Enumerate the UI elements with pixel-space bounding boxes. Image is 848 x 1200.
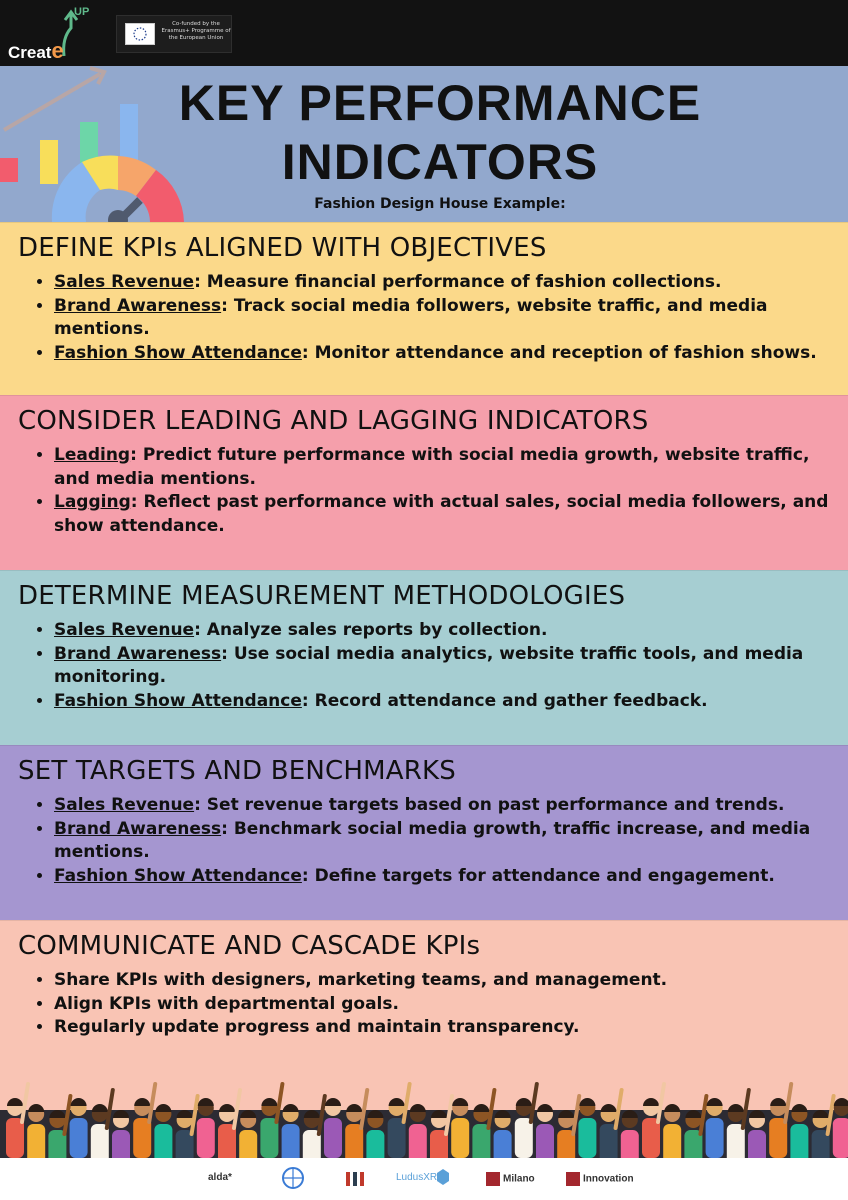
section-targets — [0, 745, 848, 920]
list-item — [54, 491, 830, 538]
item-key: Brand Awareness — [54, 818, 222, 839]
partner-hub-milano — [486, 1172, 535, 1186]
section-leading-lagging — [0, 395, 848, 570]
item-key: Brand Awareness — [54, 295, 222, 316]
header — [0, 66, 848, 222]
item-key: Brand Awareness — [54, 643, 222, 664]
bullet-list — [18, 271, 830, 365]
partner-globe-icon — [276, 1166, 310, 1194]
item-key: Sales Revenue — [54, 620, 195, 640]
section-communicate — [0, 920, 848, 1070]
bullet-list — [18, 969, 830, 1040]
item-text: Regularly update progress and maintain transparency. — [54, 1017, 580, 1037]
partner-alda: alda* — [208, 1172, 232, 1183]
section-title: SET TARGETS AND BENCHMARKS — [18, 756, 456, 786]
item-text: : Track social media followers, website traffic, and media mentions. — [54, 295, 768, 339]
cube-icon — [436, 1168, 450, 1186]
item-text: : Use social media analytics, website traffic tools, and media monitoring. — [54, 643, 804, 687]
eu-cofunded-badge — [116, 15, 232, 53]
item-text: : Benchmark social media growth, traffic increase, and media mentions. — [54, 818, 811, 862]
item-text: Share KPIs with designers, marketing teams, and management. — [54, 970, 668, 990]
partner-ludusxr: LudusXR — [396, 1172, 438, 1183]
logo-e: e — [51, 38, 64, 63]
item-text: : Define targets for attendance and engagement. — [301, 865, 775, 886]
list-item — [54, 342, 830, 366]
item-text: : Set revenue targets based on past performance and trends. — [194, 795, 785, 815]
partner-bars-icon — [344, 1168, 368, 1190]
eu-text: Co-funded by the Erasmus+ Programme of the European Union — [161, 21, 231, 41]
item-text: : Record attendance and gather feedback. — [301, 690, 708, 711]
logo-up: UP — [74, 6, 90, 18]
list-item — [54, 794, 830, 818]
bullet-list — [18, 444, 830, 538]
item-text: : Predict future performance with social media growth, website traffic, and media mentions. — [54, 445, 810, 489]
section-title: DEFINE KPIs ALIGNED WITH OBJECTIVES — [18, 233, 547, 263]
item-text: : Analyze sales reports by collection. — [194, 620, 548, 640]
list-item — [54, 619, 830, 643]
item-text: Align KPIs with departmental goals. — [54, 993, 399, 1014]
item-key: Fashion Show Attendance — [54, 865, 302, 886]
section-define-kpis — [0, 222, 848, 395]
eu-flag-icon — [125, 23, 155, 45]
item-key: Sales Revenue — [54, 795, 195, 815]
item-key: Lagging — [54, 492, 131, 512]
item-key: Sales Revenue — [54, 272, 195, 292]
bullet-list — [18, 619, 830, 713]
section-measurement — [0, 570, 848, 745]
list-item — [54, 643, 830, 690]
list-item — [54, 969, 830, 993]
crowd-illustration — [0, 1070, 848, 1158]
list-item — [54, 444, 830, 491]
item-key: Fashion Show Attendance — [54, 342, 302, 363]
list-item — [54, 271, 830, 295]
section-title: CONSIDER LEADING AND LAGGING INDICATORS — [18, 406, 649, 436]
list-item — [54, 1016, 830, 1040]
partner-hub-innovation — [566, 1172, 634, 1186]
list-item — [54, 295, 830, 342]
hub-name: Milano — [503, 1173, 535, 1185]
logo-text: Creat — [8, 43, 52, 62]
createup-logo — [8, 6, 90, 64]
section-title: DETERMINE MEASUREMENT METHODOLOGIES — [18, 581, 626, 611]
page-title-line2: INDICATORS — [281, 134, 599, 190]
page-title-line1: KEY PERFORMANCE — [178, 75, 702, 131]
item-text: : Measure financial performance of fashion collections. — [194, 272, 722, 292]
list-item — [54, 993, 830, 1017]
hub-name: Innovation — [583, 1173, 634, 1185]
hub-logo-icon — [486, 1172, 500, 1186]
item-key: Leading — [54, 445, 131, 465]
bullet-list — [18, 794, 830, 888]
subtitle: Fashion Design House Example: — [314, 196, 566, 212]
hub-logo-icon — [566, 1172, 580, 1186]
top-bar — [0, 0, 848, 66]
item-text: : Monitor attendance and reception of fashion shows. — [301, 342, 817, 363]
crowd-people-icon — [0, 1070, 848, 1158]
item-text: : Reflect past performance with actual sales, social media followers, and show attendance. — [54, 492, 829, 536]
item-key: Fashion Show Attendance — [54, 690, 302, 711]
list-item — [54, 818, 830, 865]
section-title: COMMUNICATE AND CASCADE KPIs — [18, 931, 481, 961]
list-item — [54, 865, 830, 889]
list-item — [54, 690, 830, 714]
partner-logos — [0, 1158, 848, 1200]
